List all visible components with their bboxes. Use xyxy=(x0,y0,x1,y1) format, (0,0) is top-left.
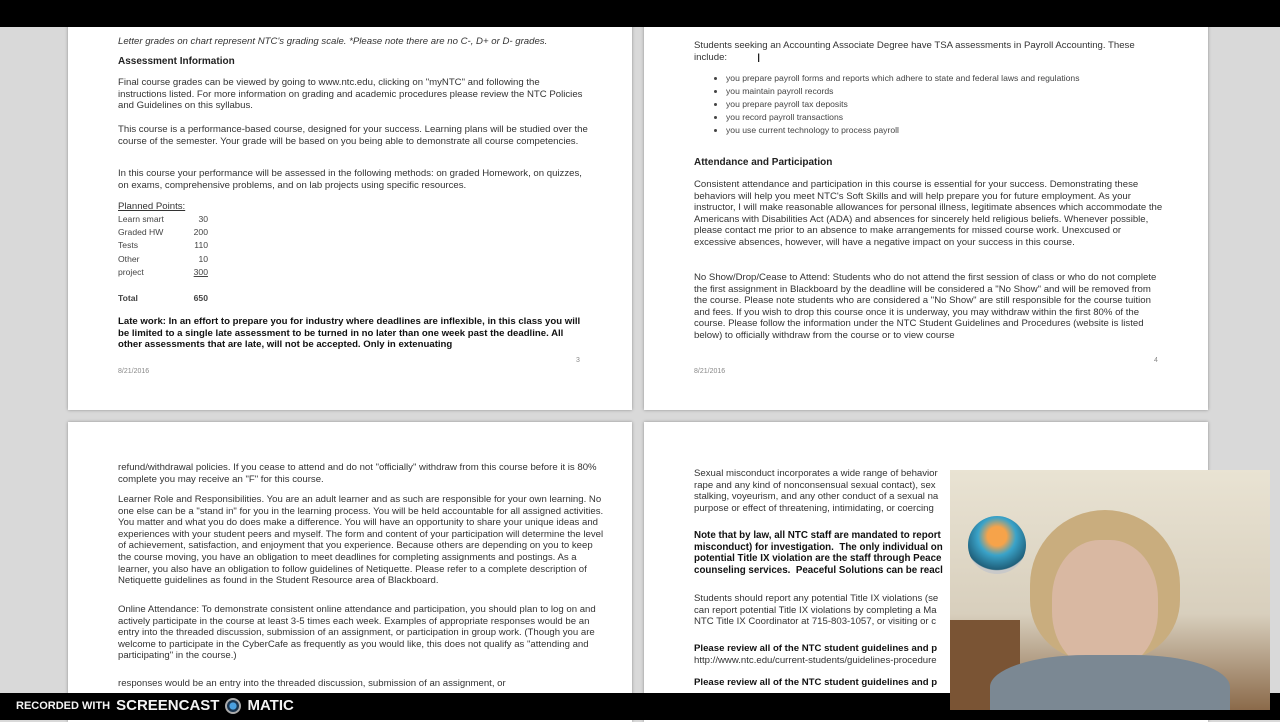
list-item: • you record payroll transactions xyxy=(726,111,1080,124)
person-shirt xyxy=(990,655,1230,710)
late-work-paragraph: Late work: In an effort to prepare you for industry where deadlines are inflexible, in this class you will be limited to a single late assessment to be turned in no later than one week past the deadline. All other assessments that are late, will not be accepted. Only in extenuating xyxy=(118,316,581,351)
list-item: • you prepare payroll forms and reports which adhere to state and federal laws and regulations xyxy=(726,72,1080,85)
text-cursor-icon: I xyxy=(757,51,761,65)
paragraph: Online Attendance: To demonstrate consistent online attendance and participation, you should plan to log on and actively participate in the course at least 3-5 times each week. Examples of appropriate responses would be an entry into the threaded discussion, submission of an assignment, or participation in group work. (Though you are welcome to participate in the CyberCafe as frequently as you would like, this does not qualify as "attending and participating" in the course.) xyxy=(118,604,596,662)
points-row: Other 10 xyxy=(118,253,208,264)
watermark-recorded-with: RECORDED WITH xyxy=(16,699,111,712)
wall-decor-icon xyxy=(968,516,1026,574)
points-total-row: Total 650 xyxy=(118,293,208,304)
screencast-logo-icon xyxy=(225,698,241,714)
document-page-4[interactable] xyxy=(644,0,1208,410)
document-page-5[interactable] xyxy=(68,422,632,722)
paragraph: Learner Role and Responsibilities. You are an adult learner and as such are responsible for your own learning. No one else can be a "stand in" for you in the learning process. You will be held accountable for all assigned activities. You matter and what you do does make a difference. You will have an opportunity to share your unique ideas and experiences with your student peers and myself. The form and content of your participation will determine the level of achievement, satisfaction, and enjoyment that you experience. Because others are depending on you to keep the course moving, you have an obligation to meet deadlines for completing assignments and postings. As a learner, you also have an obligation to follow guidelines of Netiquette. Please refer to a complete description of Netiquette guidelines as found in the Student Resource area of Blackboard. xyxy=(118,494,604,587)
paragraph: Consistent attendance and participation in this course is essential for your success. Demonstrating these behaviors will help you meet NTC's Soft Skills and will help prepare you for future employment. As your instructor, I will make reasonable allowances for personal illness, legitimate absences which accommodate the Americans with Disabilities Act (ADA) and absences for sincerely held religious beliefs. Whenever possible, please contact me prior to an absence to make arrangements for missed course work. Unexcused or excessive absences, however, will have a negative impact on your success in this course. xyxy=(694,179,1163,248)
points-table xyxy=(118,213,208,305)
grade-note: Letter grades on chart represent NTC's grading scale. *Please note there are no C-, D+ or D- grades. xyxy=(118,36,548,47)
list-item: • you use current technology to process payroll xyxy=(726,124,1080,137)
top-black-bar xyxy=(0,0,1280,27)
paragraph: Sexual misconduct incorporates a wide range of behavior rape and any kind of nonconsensual sexual contact), sex stalking, voyeurism, and any other conduct of a sexual na purpose or effect of threatening, intimidating, or coercing xyxy=(694,468,939,514)
tsa-intro: Students seeking an Accounting Associate Degree have TSA assessments in Payroll Accounting. These include: xyxy=(694,40,1135,63)
planned-points-label: Planned Points: xyxy=(118,201,186,212)
paragraph: refund/withdrawal policies. If you cease to attend and do not "officially" withdraw from this course before it is 80% complete you may receive an "F" for this course. xyxy=(118,462,597,485)
paragraph: In this course your performance will be assessed in the following methods: on graded Homework, on quizzes, on exams, comprehensive problems, and on lab projects using specific resources. xyxy=(118,168,582,191)
points-row: project 300 xyxy=(118,266,208,277)
paragraph: Students should report any potential Title IX violations (se can report potential Title IX violations by completing a Ma NTC Title IX Coordinator at 715-803-1057, or visiting or c xyxy=(694,593,939,628)
screencast-matic-watermark: RECORDED WITH SCREENCAST MATIC xyxy=(16,697,294,714)
points-row: Graded HW 200 xyxy=(118,227,208,238)
page-date: 8/21/2016 xyxy=(694,368,726,375)
paragraph: No Show/Drop/Cease to Attend: Students who do not attend the first session of class or who do not complete the first assignment in Blackboard by the deadline will be considered a "No Show" and will be removed from the course. Please note students who are considered a "No Show" are still responsible for the course tuition and fees. If you wish to drop this course once it is underway, you may withdraw within the first 80% of the course. Please follow the information under the NTC Student Guidelines and Procedures (website is listed below) to officially withdraw from the course or to view course xyxy=(694,272,1157,341)
paragraph: Final course grades can be viewed by going to www.ntc.edu, clicking on "myNTC" and following the instructions listed. For more information on grading and academic procedures please review the NTC Policies and Guidelines on this syllabus. xyxy=(118,77,583,112)
points-row: Tests 110 xyxy=(118,240,208,251)
webcam-overlay xyxy=(950,470,1270,710)
assessment-heading: Assessment Information xyxy=(118,56,235,67)
guidelines-link[interactable]: http://www.ntc.edu/current-students/guidelines-procedure xyxy=(694,655,937,666)
list-item: • you maintain payroll records xyxy=(726,85,1080,98)
paragraph: This course is a performance-based course, designed for your success. Learning plans will be studied over the course of the semester. Your grade will be based on you being able to demonstrate all course competencies. xyxy=(118,124,588,147)
document-page-3[interactable] xyxy=(68,0,632,410)
paragraph: Please review all of the NTC student guidelines and p xyxy=(694,643,938,654)
paragraph: responses would be an entry into the threaded discussion, submission of an assignment, or xyxy=(118,678,506,689)
paragraph: Note that by law, all NTC staff are mandated to report misconduct) for investigation. The only individual on potential Title IX violation are the staff through Peace counseling services. Peaceful Solutions can be reacl xyxy=(694,530,943,576)
page-number: 4 xyxy=(1154,357,1158,364)
tsa-bullet-list xyxy=(694,72,1080,137)
list-item: • you prepare payroll tax deposits xyxy=(726,98,1080,111)
points-row: Learn smart 30 xyxy=(118,214,208,224)
page-date: 8/21/2016 xyxy=(118,368,150,375)
page-number: 3 xyxy=(576,357,580,364)
paragraph: Please review all of the NTC student guidelines and p xyxy=(694,677,938,688)
person-face xyxy=(1052,540,1158,670)
attendance-heading: Attendance and Participation xyxy=(694,157,833,168)
